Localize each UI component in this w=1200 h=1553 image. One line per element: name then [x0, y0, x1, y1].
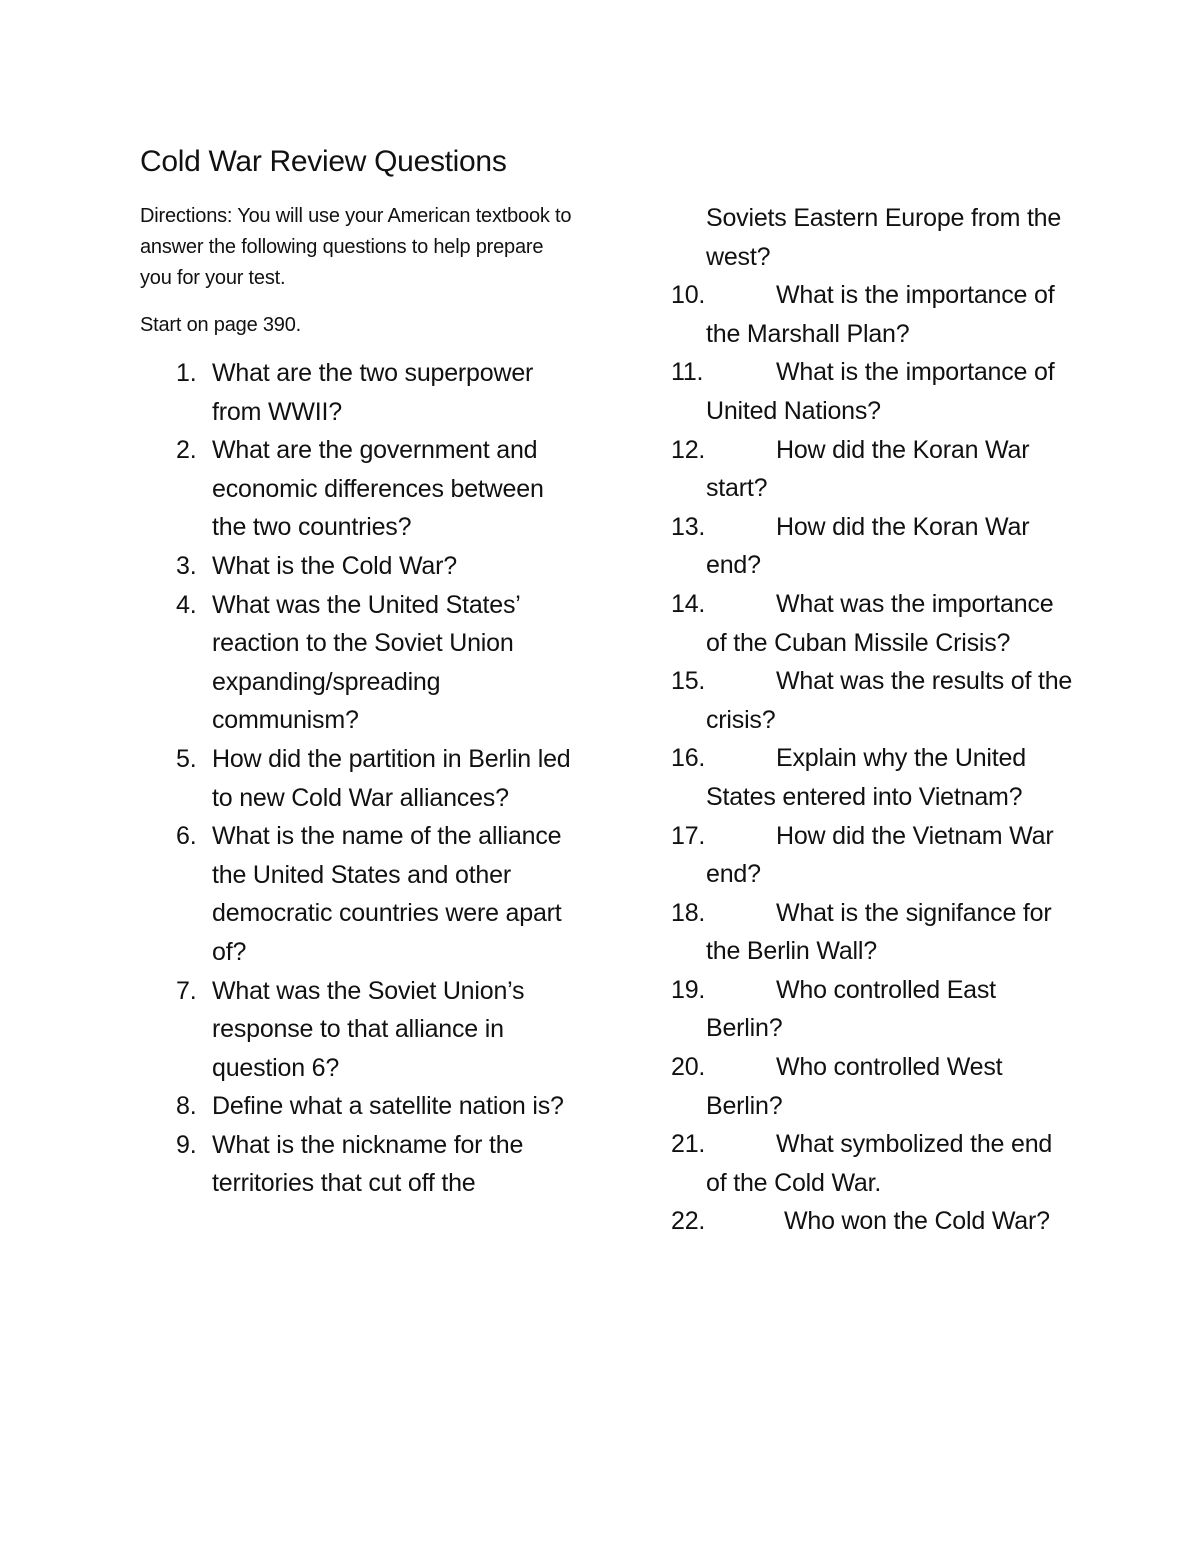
question-text: Who controlled West Berlin? [706, 1053, 1003, 1120]
question-number: 15. [671, 667, 706, 696]
question-item [0, 971, 1200, 1048]
question-text: What are the government and economic differences between the two countries? [212, 436, 544, 542]
question-item [0, 585, 1200, 662]
question-number: 17. [671, 821, 706, 850]
question-text: How did the Koran War end? [706, 512, 1030, 580]
question-item [0, 508, 1200, 585]
question-text: What is the importance of the Marshall Plan? [706, 281, 1055, 348]
question-item [0, 739, 1200, 816]
question-text: What was the results of the crisis? [706, 667, 1073, 734]
question-text: What was the Soviet Union’s response to that alliance in question 6? [212, 976, 525, 1082]
question-text: What are the two superpower from WWII? [212, 359, 534, 426]
question-number: 12. [671, 435, 706, 464]
question-item [0, 1048, 1200, 1125]
question-text: What is the importance of United Nations? [706, 358, 1055, 425]
question-number: 22. [671, 1207, 706, 1236]
question-item [0, 1202, 1200, 1241]
question-item [0, 817, 1200, 894]
question-text: How did the Koran War start? [706, 435, 1030, 503]
question-number: 14. [671, 589, 706, 618]
question-number: 3. [176, 551, 197, 580]
question-number: 16. [671, 744, 706, 773]
question-item [0, 431, 1200, 508]
question-item [0, 1125, 1200, 1202]
question-number: 9. [176, 1130, 197, 1159]
question-text: What symbolized the end of the Cold War. [706, 1130, 1053, 1197]
question-number: 7. [176, 976, 197, 1005]
question-number: 8. [176, 1092, 197, 1121]
question-number: 6. [176, 822, 197, 851]
question-number: 19. [671, 975, 706, 1004]
start-page-note: Start on page 390. [140, 314, 301, 336]
question-number: 5. [176, 744, 197, 773]
question-number: 2. [176, 436, 197, 465]
question-number: 18. [671, 898, 706, 927]
question-number: 10. [671, 281, 706, 310]
question-text: How did the Vietnam War end? [706, 821, 1054, 889]
directions-text: Directions: You will use your American textbook to answer the following questions to help prepare you for your test. [140, 205, 572, 289]
question-text: How did the partition in Berlin led to new Cold War alliances? [212, 744, 571, 812]
question-item [0, 894, 1200, 971]
question-item [0, 276, 1200, 353]
question-text: What is the nickname for the territories that cut off the [212, 1130, 524, 1198]
question-number: 11. [671, 358, 704, 387]
question-text: Define what a satellite nation is? [212, 1092, 564, 1121]
question-text: What is the Cold War? [212, 551, 457, 580]
question-text: Who controlled East Berlin? [706, 975, 996, 1043]
question-item [0, 353, 1200, 430]
question-number: 21. [671, 1130, 706, 1159]
question-number: 20. [671, 1053, 706, 1082]
question-number: 13. [671, 512, 706, 541]
question-text: Who won the Cold War? [784, 1207, 1050, 1236]
question-item [0, 662, 1200, 739]
question-text: What is the signifance for the Berlin Wall? [706, 898, 1052, 966]
document-title: Cold War Review Questions [140, 145, 507, 178]
question-number: 1. [176, 359, 197, 387]
question-9-continuation: Soviets Eastern Europe from the west? [706, 204, 1062, 271]
question-text: Explain why the United States entered into Vietnam? [706, 744, 1026, 811]
question-number: 4. [176, 590, 197, 619]
right-question-column [0, 199, 1200, 1241]
question-text: What was the United States’ reaction to the Soviet Union expanding/spreading communism? [212, 590, 520, 735]
question-text: What was the importance of the Cuban Missile Crisis? [706, 589, 1054, 657]
question-text: What is the name of the alliance the United States and other democratic countries were apart of? [212, 822, 562, 966]
